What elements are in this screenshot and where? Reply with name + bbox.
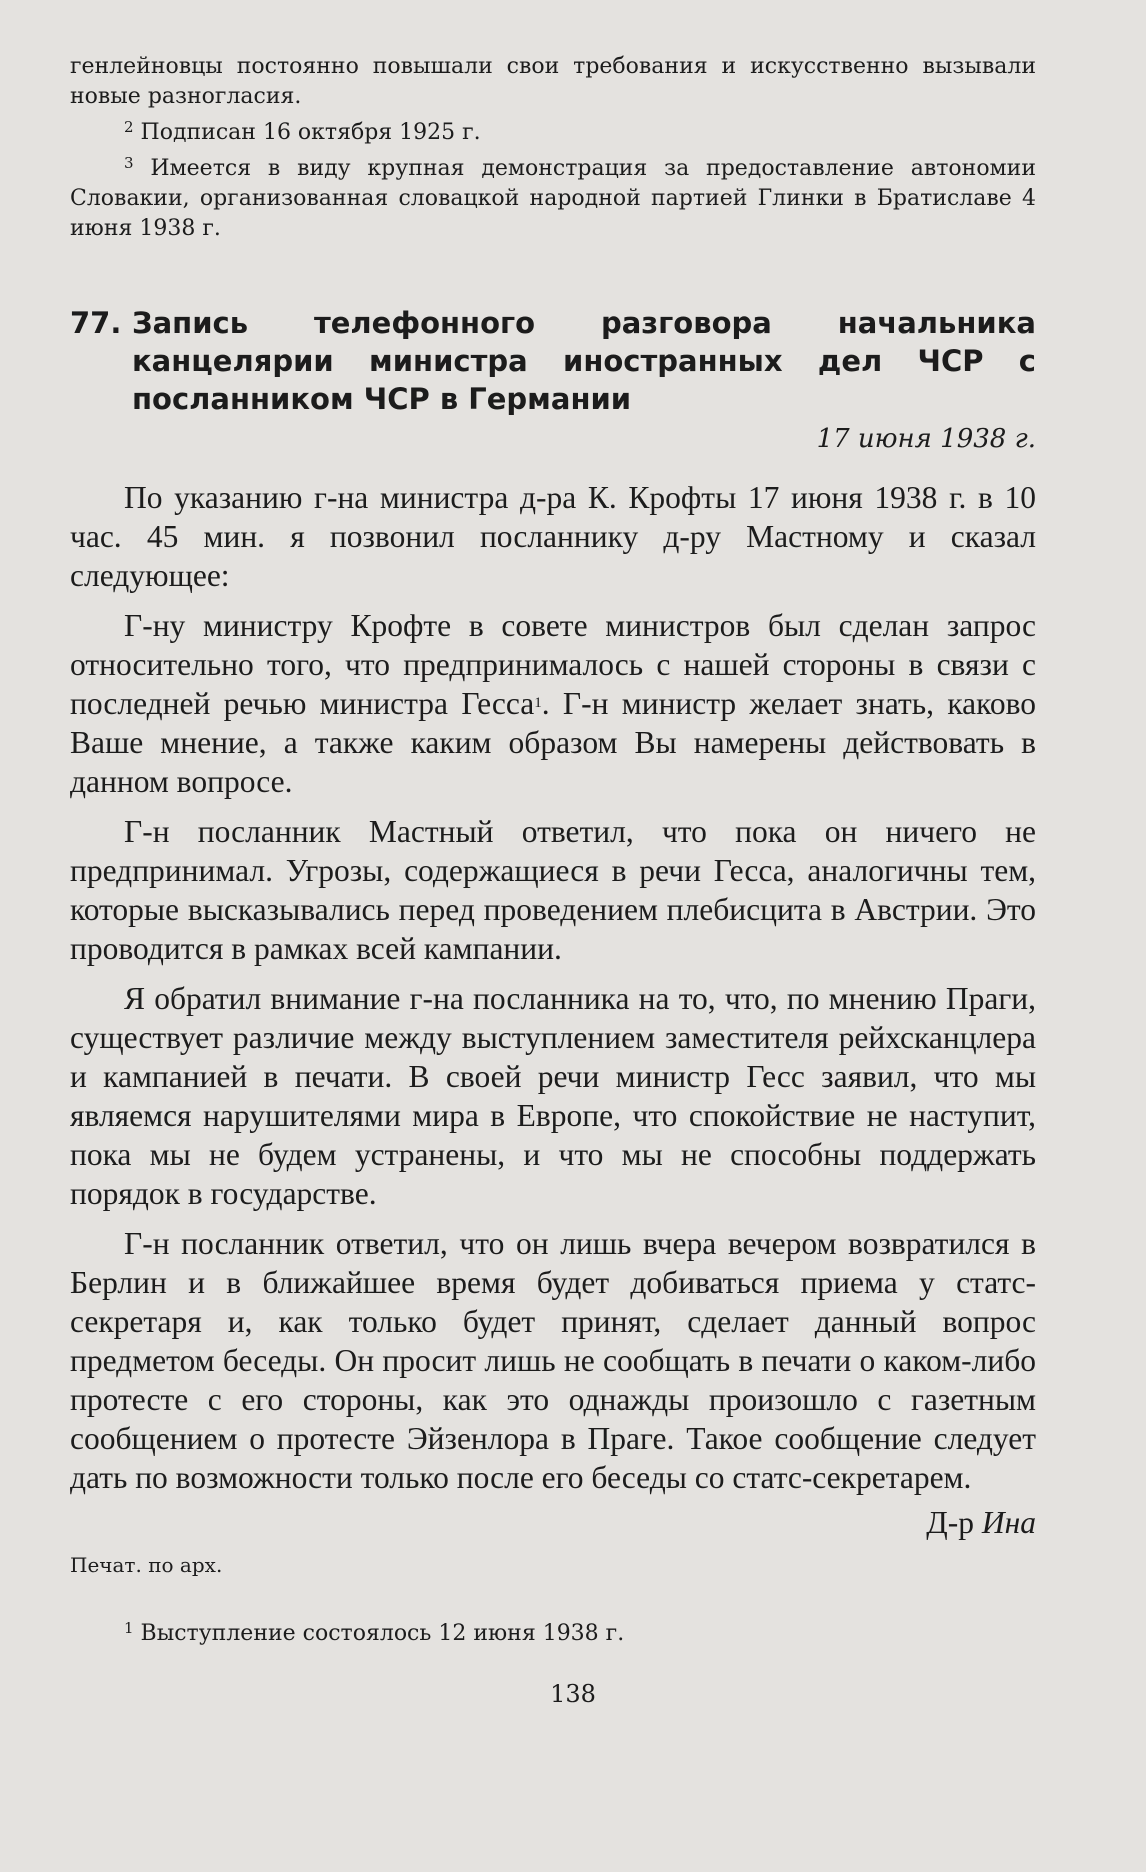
- paragraph: [70, 606, 1036, 801]
- paragraph-text: Г-ну министру Крофте в совете министров был сделан запрос относительно того, что предпринималось с нашей стороны в связи с последней речью министра Гесса: [70, 608, 1036, 721]
- note-3: [70, 148, 1036, 244]
- note-2-marker: 2: [124, 118, 134, 136]
- paragraph-text: По указанию г-на министра д-ра К. Крофты 17 июня 1938 г. в 10 час. 45 мин. я позвонил посланнику д-ру Мастному и сказал следующее:: [70, 480, 1036, 593]
- previous-document-notes: [70, 52, 1036, 244]
- document-body: [70, 478, 1036, 1497]
- paragraph: [70, 979, 1036, 1213]
- document-heading: [70, 304, 1036, 418]
- note-2: [70, 112, 1036, 148]
- document-title: Запись телефонного разговора начальника канцелярии министра иностранных дел ЧСР с посланником ЧСР в Германии: [132, 306, 1036, 416]
- footnote: [70, 1613, 1036, 1649]
- signature: [70, 1503, 1036, 1543]
- note-3-marker: 3: [124, 154, 134, 172]
- paragraph-text: Я обратил внимание г-на посланника на то, что, по мнению Праги, существует различие между выступлением заместителя рейхсканцлера и кампанией в печати. В своей речи министр Гесс заявил, что мы являемся нарушителями мира в Европе, что спокойствие не наступит, пока мы не будем устранены, и что мы не способны поддержать порядок в государстве.: [70, 981, 1036, 1211]
- signature-prefix: Д-р: [926, 1505, 974, 1540]
- footnote-marker: 1: [124, 1619, 134, 1637]
- footnote-reference: 1: [534, 695, 542, 711]
- paragraph: [70, 1224, 1036, 1497]
- source-note: Печат. по арх.: [70, 1553, 223, 1577]
- document-number: 77.: [70, 306, 122, 340]
- note-continuation: генлейновцы постоянно повышали свои требования и искусственно вызывали новые разногласия.: [70, 54, 1036, 109]
- note-3-text: Имеется в виду крупная демонстрация за предоставление автономии Словакии, организованная словацкой народной партией Глинки в Братиславе 4 июня 1938 г.: [70, 156, 1036, 241]
- paragraph: [70, 478, 1036, 595]
- note-2-text: Подписан 16 октября 1925 г.: [140, 120, 481, 145]
- paragraph-text-continued: . Г-н министр желает знать, каково Ваше мнение, а также каким образом Вы намерены действовать в данном вопросе.: [70, 686, 1036, 799]
- document-date: 17 июня 1938 г.: [816, 424, 1036, 454]
- page-number: 138: [550, 1680, 596, 1708]
- signature-name: Ина: [981, 1505, 1036, 1540]
- paragraph-text: Г-н посланник ответил, что он лишь вчера вечером возвратился в Берлин и в ближайшее время будет добиваться приема у статс-секретаря и, как только будет принят, сделает данный вопрос предметом беседы. Он просит лишь не сообщать в печати о каком-либо протесте с его стороны, как это однажды произошло с газетным сообщением о протесте Эйзенлора в Праге. Такое сообщение следует дать по возможности только после его беседы со статс-секретарем.: [70, 1226, 1036, 1495]
- footnote-text: Выступление состоялось 12 июня 1938 г.: [140, 1621, 625, 1646]
- paragraph-text: Г-н посланник Мастный ответил, что пока он ничего не предпринимал. Угрозы, содержащиеся в речи Гесса, аналогичны тем, которые высказывались перед проведением плебисцита в Австрии. Это проводится в рамках всей кампании.: [70, 814, 1036, 966]
- paragraph: [70, 812, 1036, 968]
